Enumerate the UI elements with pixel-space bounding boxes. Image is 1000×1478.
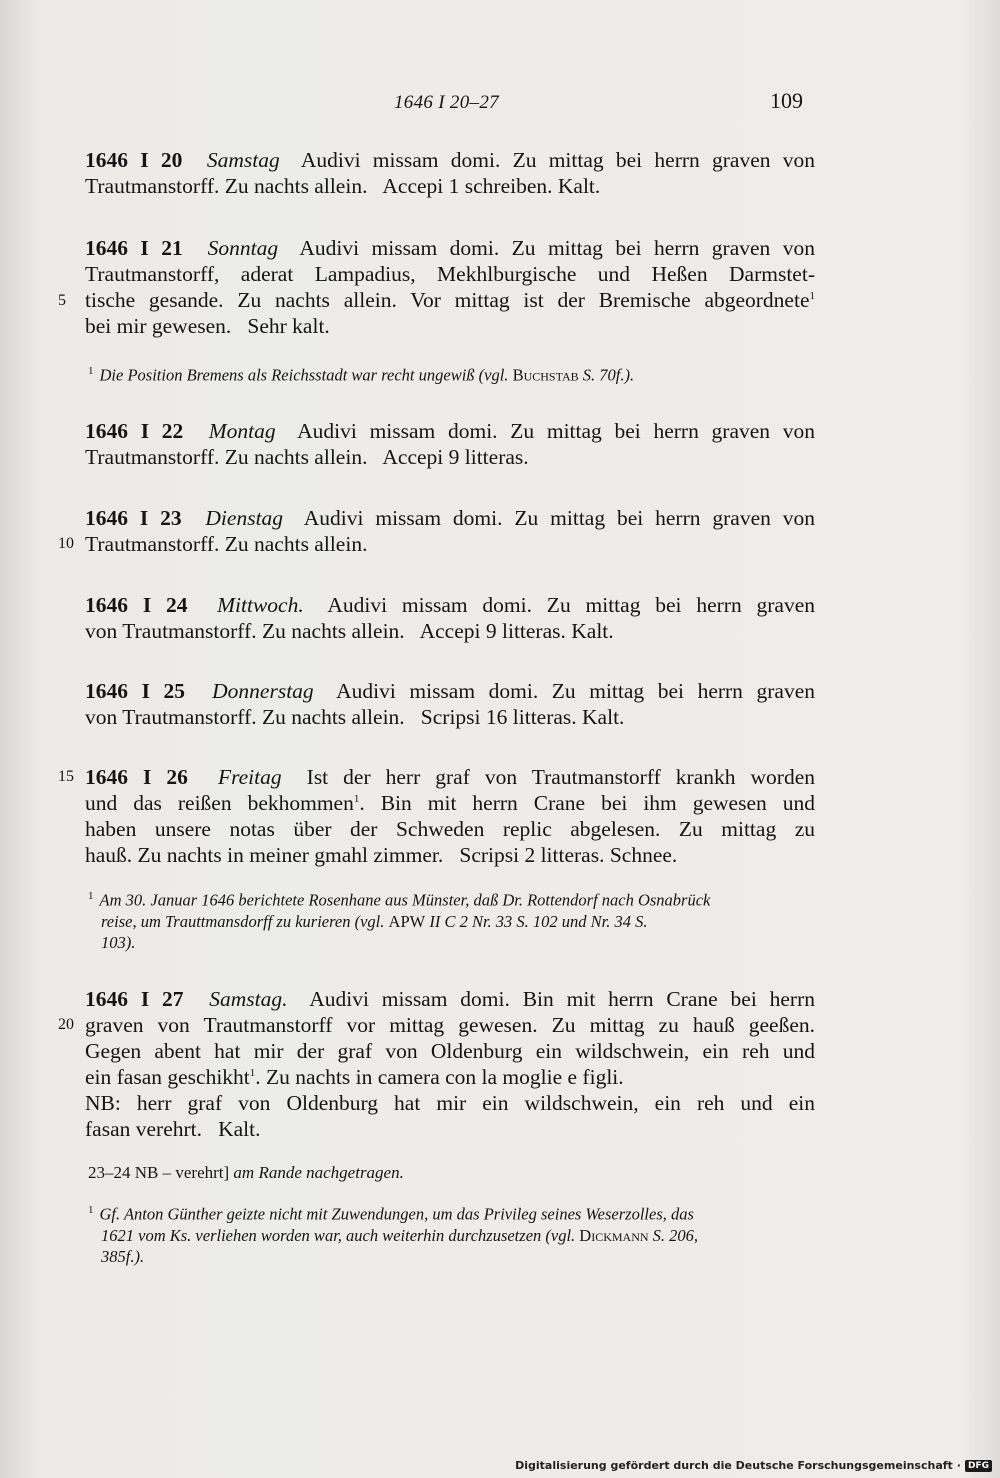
entry-text-line: und das reißen bekhommen bbox=[85, 791, 354, 815]
entry-weekday: Samstag. bbox=[209, 987, 288, 1011]
line-number: 15 bbox=[58, 768, 74, 785]
entry-text-line: . Zu nachts in camera con la moglie e figli. bbox=[255, 1065, 624, 1089]
line-number: 10 bbox=[58, 535, 74, 552]
entry-text-line: Audivi missam domi. Zu mittag bei herrn graven von bbox=[300, 148, 816, 172]
entry-text-line: Audivi missam domi. Bin mit herrn Crane bei herrn bbox=[309, 987, 815, 1011]
page-number: 109 bbox=[770, 88, 803, 113]
entry-date: 1646 I 27 bbox=[85, 987, 184, 1011]
footnote-text: 385f.). bbox=[101, 1246, 145, 1266]
footnote-reference[interactable]: 1 bbox=[249, 1066, 256, 1079]
entry-text-line: haben unsere notas über der Schweden replic abgelesen. Zu mittag zu bbox=[85, 817, 815, 841]
line-number: 20 bbox=[58, 1016, 74, 1033]
running-head bbox=[0, 88, 1000, 122]
author-name: Dickmann bbox=[579, 1225, 649, 1245]
entry-text-line: Gegen abent hat mir der graf von Oldenburg ein wildschwein, ein reh und bbox=[85, 1039, 815, 1063]
entry-text-line: Audivi missam domi. Zu mittag bei herrn graven bbox=[327, 593, 816, 617]
footnote-1646-i-21 bbox=[88, 361, 816, 386]
author-name: Buchstab bbox=[512, 365, 579, 385]
entry-text-line: hauß. Zu nachts in meiner gmahl zimmer. Scripsi 2 litteras. Schnee. bbox=[85, 843, 678, 867]
entry-text-line: Audivi missam domi. Zu mittag bei herrn graven bbox=[336, 679, 815, 703]
entry-text-line: bei mir gewesen. Sehr kalt. bbox=[85, 314, 330, 338]
footnote-mark: 1 bbox=[88, 1204, 94, 1216]
diary-entry-1646-i-25 bbox=[85, 678, 815, 730]
entry-weekday: Mittwoch. bbox=[217, 593, 304, 617]
critical-apparatus-1646-i-27 bbox=[88, 1162, 816, 1184]
entry-text-line: von Trautmanstorff. Zu nachts allein. Accepi 9 litteras. Kalt. bbox=[85, 619, 614, 643]
entry-text-line: Trautmanstorff. Zu nachts allein. Accepi 1 schreiben. Kalt. bbox=[85, 174, 601, 198]
entry-text-line: ein fasan geschikht bbox=[85, 1065, 250, 1089]
footnote-1646-i-26 bbox=[88, 886, 816, 953]
line-number: 5 bbox=[58, 292, 66, 309]
diary-entry-1646-i-24 bbox=[85, 592, 815, 644]
entry-text-line: Ist der herr graf von Trautmanstorff krankh worden bbox=[306, 765, 815, 789]
entry-text-line: tische gesande. Zu nachts allein. Vor mittag ist der Bremische abgeordnete bbox=[85, 288, 810, 312]
diary-entry-1646-i-20 bbox=[85, 147, 815, 199]
entry-text-line: NB: herr graf von Oldenburg hat mir ein wildschwein, ein reh und ein bbox=[85, 1091, 815, 1115]
entry-text-line: Trautmanstorff. Zu nachts allein. Accepi 9 litteras. bbox=[85, 445, 529, 469]
footnote-text: S. 70f.). bbox=[578, 365, 635, 385]
entry-weekday: Dienstag bbox=[205, 506, 284, 530]
entry-text-line: Trautmanstorff. Zu nachts allein. bbox=[85, 532, 368, 556]
entry-text-line: Audivi missam domi. Zu mittag bei herrn graven von bbox=[303, 506, 815, 530]
footnote-text: 1621 vom Ks. verliehen worden war, auch weiterhin durchzusetzen (vgl. bbox=[101, 1225, 580, 1245]
entry-date: 1646 I 21 bbox=[85, 236, 183, 260]
entry-text-line: Audivi missam domi. Zu mittag bei herrn graven von bbox=[297, 419, 815, 443]
diary-entry-1646-i-27 bbox=[85, 986, 815, 1142]
entry-weekday: Sonntag bbox=[207, 236, 279, 260]
entry-date: 1646 I 23 bbox=[85, 506, 182, 530]
entry-text-line: . Bin mit herrn Crane bei ihm gewesen und bbox=[359, 791, 815, 815]
footnote-text: Am 30. Januar 1646 berichtete Rosenhane aus Münster, daß Dr. Rottendorf nach Osnabrück bbox=[99, 890, 711, 910]
entry-date: 1646 I 22 bbox=[85, 419, 184, 443]
footnote-text: Die Position Bremens als Reichsstadt war recht ungewiß (vgl. bbox=[99, 365, 513, 385]
entry-date: 1646 I 20 bbox=[85, 148, 183, 172]
entry-weekday: Freitag bbox=[217, 765, 282, 789]
footnote-1646-i-27 bbox=[88, 1200, 816, 1267]
footnote-mark: 1 bbox=[88, 890, 94, 902]
apparatus-note: am Rande nachgetragen. bbox=[233, 1163, 404, 1182]
entry-text-line: Audivi missam domi. Zu mittag bei herrn graven von bbox=[299, 236, 815, 260]
apw-abbreviation: APW bbox=[388, 911, 426, 931]
entry-text-line: graven von Trautmanstorff vor mittag gewesen. Zu mittag zu hauß geeßen. bbox=[85, 1013, 815, 1037]
footnote-reference[interactable]: 1 bbox=[353, 792, 360, 805]
entry-weekday: Samstag bbox=[206, 148, 280, 172]
diary-entry-1646-i-21 bbox=[85, 235, 815, 339]
footnote-text: 103). bbox=[101, 932, 136, 952]
dfg-logo: DFG bbox=[965, 1460, 992, 1472]
digitization-credit: Digitalisierung gefördert durch die Deutsche Forschungsgemeinschaft · DFG bbox=[515, 1459, 992, 1472]
credit-text: Digitalisierung gefördert durch die Deutsche Forschungsgemeinschaft bbox=[515, 1459, 953, 1472]
apparatus-range: 23–24 NB – verehrt] bbox=[88, 1163, 230, 1182]
entry-text-line: von Trautmanstorff. Zu nachts allein. Scripsi 16 litteras. Kalt. bbox=[85, 705, 625, 729]
footnote-text: Gf. Anton Günther geizte nicht mit Zuwendungen, um das Privileg seines Weserzolles, das bbox=[99, 1204, 694, 1224]
diary-entry-1646-i-22 bbox=[85, 418, 815, 470]
entry-date: 1646 I 25 bbox=[85, 679, 186, 703]
footnote-reference[interactable]: 1 bbox=[809, 289, 815, 302]
diary-entry-1646-i-26 bbox=[85, 764, 815, 868]
entry-text-line: fasan verehrt. Kalt. bbox=[85, 1117, 261, 1141]
running-title: 1646 I 20–27 bbox=[394, 92, 499, 113]
entry-text-line: Trautmanstorff, aderat Lampadius, Mekhlburgische und Heßen Darmstet- bbox=[85, 262, 815, 286]
diary-entry-1646-i-23 bbox=[85, 505, 815, 557]
entry-date: 1646 I 24 bbox=[85, 593, 188, 617]
entry-weekday: Donnerstag bbox=[212, 679, 314, 703]
entry-date: 1646 I 26 bbox=[85, 765, 188, 789]
footnote-mark: 1 bbox=[88, 365, 94, 377]
footnote-text: II C 2 Nr. 33 S. 102 und Nr. 34 S. bbox=[425, 911, 648, 931]
footnote-text: S. 206, bbox=[648, 1225, 699, 1245]
entry-weekday: Montag bbox=[208, 419, 276, 443]
footnote-text: reise, um Trauttmansdorff zu kurieren (vgl. bbox=[101, 911, 389, 931]
